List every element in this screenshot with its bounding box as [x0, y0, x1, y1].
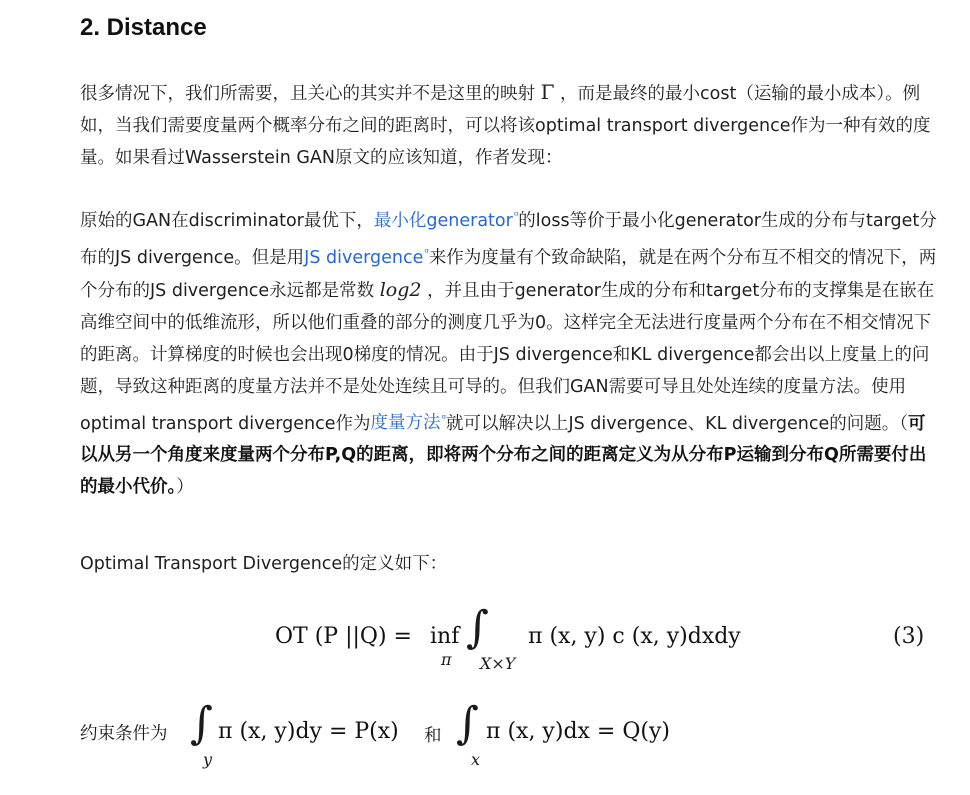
search-keyword-icon: ᵅ [513, 209, 519, 222]
quote-text-4: ，并且由于generator生成的分布和target分布的支撑集是在嵌在高维空间中的低维流形，所以他们重叠的部分的测度几乎为0。这样完全无法进行度量两个分布在不相交情况下的距离。计算梯度的时候也会出现0梯度的情况。由于JS divergence和KL divergence都会出以上度量上的问题，导致这种距离的度量方法并不是处处连续且可导的。但我们GAN需要可导且处处连续的度量方法。使用optimal transport divergence作为 [80, 280, 935, 434]
gamma-symbol: Γ [540, 80, 555, 104]
constraint-int2-sub: x [471, 750, 481, 769]
constraint-integral-1: ∫ [190, 698, 213, 749]
ot-definition-text: Optimal Transport Divergence的定义如下： [80, 554, 448, 574]
constraint-integral-2: ∫ [456, 698, 479, 749]
intro-text-2: ，而是最终的最小cost（运输的最小成本）。例如，当我们需要度量两个概率分布之间的距离时，可以将该optimal transport divergence作为一种有效的度量。如果看过Wasserstein GAN原文的应该知道，作者发现： [80, 84, 931, 168]
constraint-and: 和 [424, 726, 442, 746]
paragraph-ot-definition [80, 548, 940, 580]
eq3-lhs: OT (P ||Q) = [275, 624, 412, 649]
section-heading: 2. Distance [80, 14, 207, 41]
paragraph-wgan-quote [80, 200, 940, 503]
constraint-expr-1: π (x, y)dy = P(x) [218, 719, 399, 744]
eq3-inf: inf [430, 624, 460, 649]
constraint-int1-sub: y [203, 750, 213, 769]
link-metric-method[interactable] [371, 413, 446, 433]
eq3-integrand: π (x, y) c (x, y)dxdy [528, 624, 741, 649]
quote-text-5: 就可以解决以上JS divergence、KL divergence的问题。（ [445, 413, 909, 434]
log2-math: log2 [379, 278, 422, 301]
link-metric-method-label: 度量方法 [370, 413, 441, 434]
eq3-inf-sub: π [441, 650, 452, 669]
quote-text-1: 原始的GAN在discriminator最优下， [80, 210, 374, 231]
eq3-integral-sub: X×Y [480, 654, 516, 673]
quote-text-3: 来作为度量有个致命缺陷，就是在两个分布互不相交的情况下，两个分布的JS divergence永远都是常数 [80, 247, 937, 301]
search-keyword-icon: ᵅ [424, 245, 429, 259]
search-keyword-icon: ᵅ [441, 411, 446, 425]
intro-text-1: 很多情况下，我们所需要，且关心的其实并不是这里的映射 [80, 84, 541, 104]
quote-text-6: ） [176, 477, 194, 498]
link-js-divergence-label: JS divergence [304, 247, 424, 268]
constraint-label: 约束条件为 [80, 724, 168, 744]
paragraph-intro [80, 76, 940, 174]
quote-bold-text: 可以从另一个角度来度量两个分布P,Q的距离，即将两个分布之间的距离定义为从分布P运输到分布Q所需要付出的最小代价。 [80, 413, 927, 498]
quote-text-2: 的loss等价于最小化generator生成的分布与target分布的JS divergence。但是用 [80, 210, 937, 268]
eq3-integral-sign: ∫ [466, 602, 489, 653]
link-minimize-generator-label: 最小化generator [373, 210, 513, 231]
link-js-divergence[interactable] [304, 245, 429, 268]
link-minimize-generator[interactable] [374, 211, 518, 231]
constraint-expr-2: π (x, y)dx = Q(y) [486, 719, 670, 744]
eq3-number: (3) [893, 624, 925, 649]
